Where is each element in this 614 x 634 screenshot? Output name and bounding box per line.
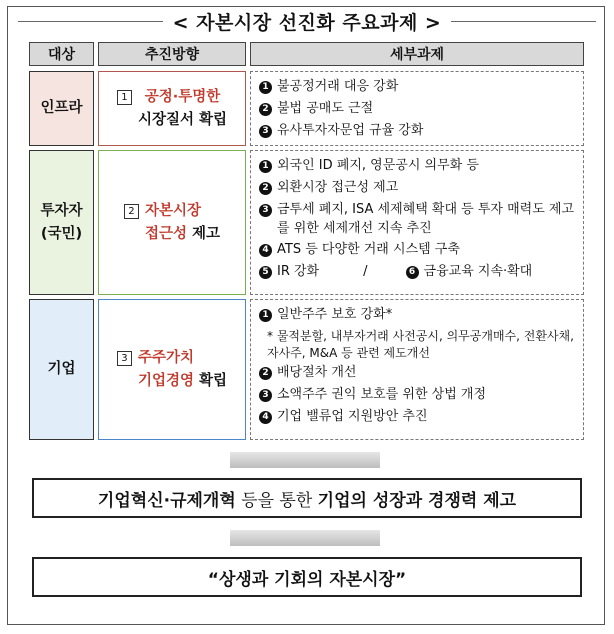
separator: / <box>363 264 368 280</box>
circled-number-icon: 6 <box>406 266 419 279</box>
category-sublabel: (국민) <box>40 225 83 242</box>
detail-item <box>259 100 575 119</box>
detail-item <box>259 364 575 383</box>
category-corporate <box>29 299 94 440</box>
detail-text: 외국인 ID 폐지, 영문공시 의무화 등 <box>277 158 479 173</box>
direction-highlight: 주주가치 <box>137 350 194 367</box>
detail-item <box>259 306 575 325</box>
category-infra <box>29 71 94 146</box>
down-arrow-icon <box>230 452 380 468</box>
detail-item <box>259 179 575 198</box>
number-box: 1 <box>117 90 132 105</box>
number-box: 3 <box>117 351 132 366</box>
details-box-2 <box>250 150 584 295</box>
result-box-2 <box>32 557 582 597</box>
details-box-1 <box>250 71 584 146</box>
category-investor <box>29 150 94 295</box>
header-details: 세부과제 <box>250 42 584 66</box>
category-label: 투자자 <box>40 203 83 220</box>
circled-number-icon: 3 <box>259 204 272 217</box>
result-plain: 등을 통한 <box>235 490 318 511</box>
header-direction: 추진방향 <box>98 42 246 66</box>
detail-item <box>259 241 575 260</box>
result-bold: 기업의 성장과 경쟁력 제고 <box>317 490 517 511</box>
circled-number-icon: 4 <box>259 411 272 424</box>
detail-text: 불공정거래 대응 강화 <box>277 79 399 94</box>
header-category: 대상 <box>29 42 94 66</box>
circled-number-icon: 1 <box>259 81 272 94</box>
direction-box-1 <box>98 71 246 146</box>
detail-item <box>259 386 575 405</box>
circled-number-icon: 2 <box>259 182 272 195</box>
circled-number-icon: 1 <box>259 160 272 173</box>
detail-item <box>259 78 575 97</box>
direction-highlight: 접근성 <box>144 225 187 242</box>
detail-text: 일반주주 보호 강화* <box>277 307 393 322</box>
detail-text: 유사투자자문업 규율 강화 <box>277 122 424 138</box>
detail-item <box>259 201 575 239</box>
circled-number-icon: 1 <box>259 309 272 322</box>
details-box-3 <box>250 299 584 440</box>
title-area <box>0 6 614 36</box>
detail-text: 외환시장 접근성 제고 <box>277 179 399 195</box>
detail-text: 금투세 폐지, ISA 세제혜택 확대 등 투자 매력도 제고를 위한 세제개선 지속 추진 <box>277 201 575 236</box>
detail-text: 소액주주 권익 보호를 위한 상법 개정 <box>277 387 487 403</box>
down-arrow-icon <box>230 530 380 546</box>
circled-number-icon: 4 <box>259 244 272 257</box>
result-bold: 기업혁신·규제개혁 <box>97 490 236 511</box>
direction-highlight: 공정·투명한 <box>144 89 221 106</box>
circled-number-icon: 3 <box>259 389 272 402</box>
circled-number-icon: 3 <box>259 125 272 138</box>
detail-text: IR 강화 <box>277 264 320 280</box>
detail-item <box>259 157 575 176</box>
direction-box-3 <box>98 299 246 440</box>
detail-text: 배당절차 개선 <box>277 365 357 381</box>
footnote: * 물적분할, 내부자거래 사전공시, 의무공개매수, 전환사채, 자사주, M&A 등 관련 제도개선 <box>267 328 574 360</box>
direction-text: 제고 <box>192 225 221 242</box>
number-box: 2 <box>124 204 139 219</box>
page-title: < 자본시장 선진화 주요과제 > <box>163 8 452 35</box>
direction-highlight: 기업경영 <box>137 372 194 389</box>
circled-number-icon: 2 <box>259 367 272 380</box>
result-box-1 <box>32 478 582 518</box>
detail-item <box>259 122 575 141</box>
direction-text: 확립 <box>199 372 228 389</box>
slogan: “상생과 기회의 자본시장” <box>207 569 407 590</box>
direction-highlight: 자본시장 <box>144 203 201 220</box>
direction-box-2 <box>98 150 246 295</box>
circled-number-icon: 2 <box>259 103 272 116</box>
direction-text: 시장질서 확립 <box>137 111 228 128</box>
detail-text: 불법 공매도 근절 <box>277 100 374 116</box>
category-label: 기업 <box>47 361 76 378</box>
detail-text: ATS 등 다양한 거래 시스템 구축 <box>277 242 460 258</box>
detail-item <box>259 263 575 282</box>
detail-text: 금융교육 지속·확대 <box>423 264 533 280</box>
detail-text: 기업 밸류업 지원방안 추진 <box>277 409 428 425</box>
category-label: 인프라 <box>40 100 83 117</box>
circled-number-icon: 5 <box>259 266 272 279</box>
detail-item <box>259 408 575 427</box>
